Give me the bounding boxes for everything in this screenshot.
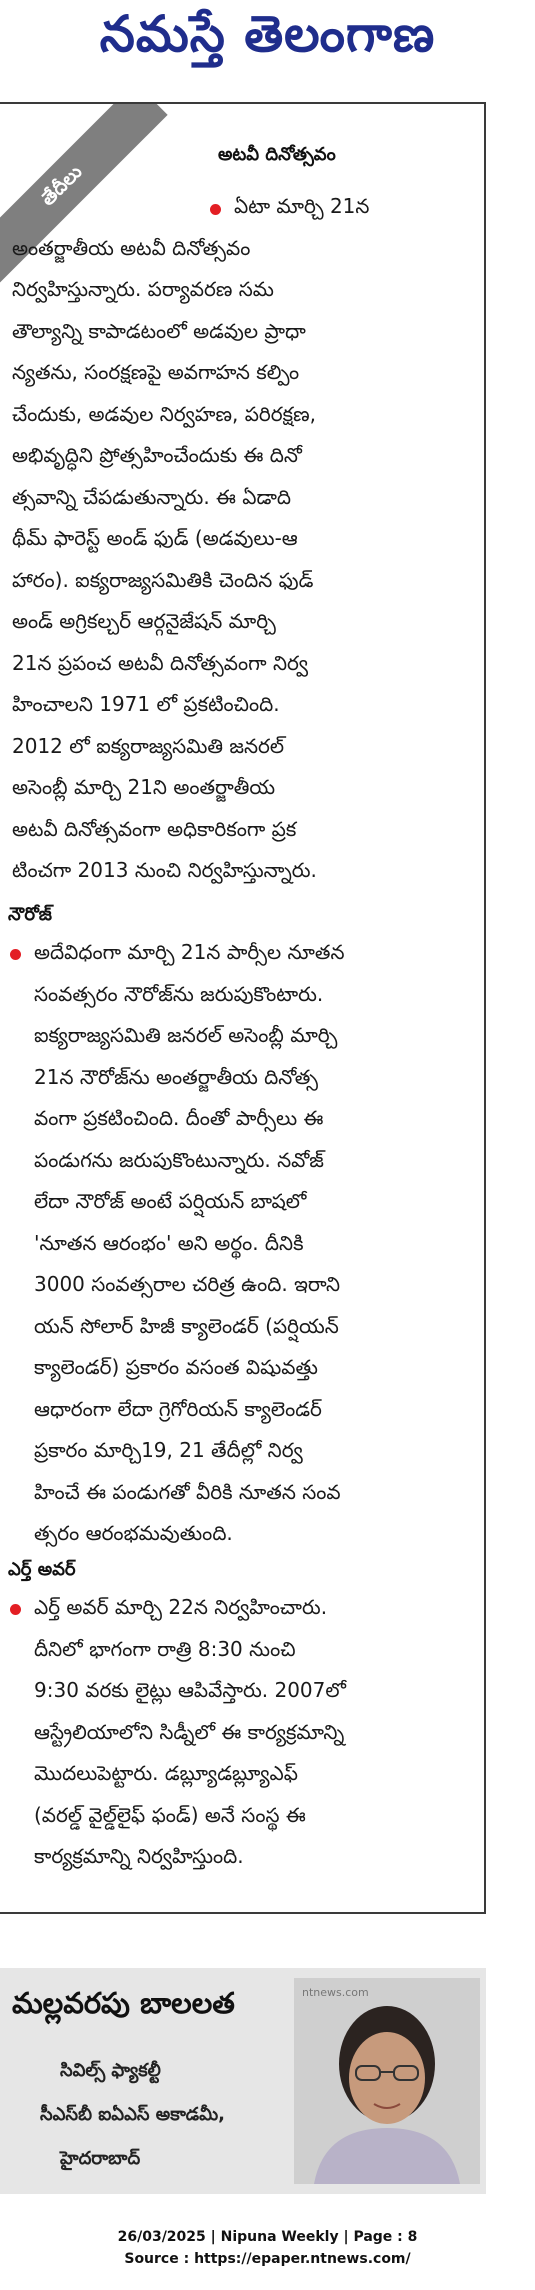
text-line: త్సరం ఆరంభమవుతుంది.: [34, 1521, 233, 1545]
author-box: [0, 1968, 486, 2194]
text-line: 3000 సంవత్సరాల చరిత్ర ఉంది. ఇరాని: [34, 1272, 341, 1296]
text-line: హారం). ఐక్యరాజ్యసమితికి చెందిన ఫుడ్: [12, 567, 314, 592]
text-line: ఆస్ట్రేలియాలోని సిడ్నీలో ఈ కార్యక్రమాన్ని: [34, 1719, 345, 1744]
text-line: అసెంబ్లీ మార్చి 21ని అంతర్జాతీయ: [12, 775, 276, 799]
author-name: మల్లవరపు బాలలత: [12, 1986, 235, 2020]
text-line: అండ్ అగ్రికల్చర్ ఆర్గనైజేషన్ మార్చి: [12, 609, 276, 633]
section-heading-nowruz: నౌరోజ్: [8, 904, 52, 925]
text-line: ఏటా మార్చి 21న: [234, 194, 370, 218]
section-heading-forest-day: అటవీ దినోత్సవం: [218, 144, 336, 165]
text-line: అదేవిధంగా మార్చి 21న పార్సీల నూతన: [34, 940, 345, 964]
text-line: ఐక్యరాజ్యసమితి జనరల్ అసెంబ్లీ మార్చి: [34, 1023, 338, 1047]
text-line: హించాలని 1971 లో ప్రకటించింది.: [12, 692, 280, 716]
text-line: వంగా ప్రకటించింది. దీంతో పార్సీలు ఈ: [34, 1106, 324, 1130]
photo-watermark: ntnews.com: [302, 1986, 369, 1999]
footer-source-link[interactable]: Source : https://epaper.ntnews.com/: [124, 2251, 411, 2267]
text-line: ప్రకారం మార్చి19, 21 తేదీల్లో నిర్వ: [34, 1438, 303, 1462]
section-text-nowruz: [34, 932, 478, 1555]
text-line: 9:30 వరకు లైట్లు ఆపివేస్తారు. 2007లో: [34, 1678, 346, 1702]
text-line: కార్యక్రమాన్ని నిర్వహిస్తుంది.: [34, 1844, 244, 1868]
text-line: ఆధారంగా లేదా గ్రెగోరియన్ క్యాలెండర్: [34, 1396, 322, 1421]
text-line: పండుగను జరుపుకొంటున్నారు. నవోజ్: [34, 1147, 324, 1172]
text-line: తౌల్యాన్ని కాపాడటంలో అడవుల ప్రాధా: [12, 318, 306, 343]
author-organization: సీఎస్‌బీ ఐఏఎస్ అకాడమీ,: [40, 2104, 226, 2125]
text-line: (వరల్డ్ వైల్డ్‌లైఫ్ ఫండ్) అనే సంస్థ ఈ: [34, 1802, 306, 1827]
text-line: అటవీ దినోత్సవంగా అధికారికంగా ప్రక: [12, 816, 297, 841]
footer-date-page: 26/03/2025 | Nipuna Weekly | Page : 8: [117, 2229, 418, 2245]
text-line: 2012 లో ఐక్యరాజ్యసమితి జనరల్: [12, 733, 285, 758]
author-location: హైదరాబాద్: [60, 2148, 141, 2169]
person-icon: [294, 1978, 480, 2184]
text-line: అంతర్జాతీయ అటవీ దినోత్సవం: [12, 235, 251, 260]
bullet-icon: [10, 949, 21, 960]
text-line: నిర్వహిస్తున్నారు. పర్యావరణ సమ: [12, 277, 274, 301]
section-heading-earth-hour: ఎర్త్ అవర్: [8, 1559, 76, 1580]
author-photo: [294, 1978, 480, 2184]
text-line: అభివృద్ధిని ప్రోత్సహించేందుకు ఈ దినో: [12, 443, 302, 467]
author-designation: సివిల్స్ ఫ్యాకల్టీ: [60, 2060, 161, 2081]
text-line: దీనిలో భాగంగా రాత్రి 8:30 నుంచి: [34, 1636, 296, 1661]
text-line: మొదలుపెట్టారు. డబ్ల్యూడబ్ల్యూఎఫ్: [34, 1761, 298, 1785]
text-line: థీమ్ ఫారెస్ట్ అండ్ ఫుడ్ (అడవులు-ఆ: [12, 526, 298, 550]
section-text-forest-day: [12, 186, 478, 892]
bullet-icon: [10, 1604, 21, 1615]
article-box: [0, 102, 486, 1914]
text-line: 'నూతన ఆరంభం' అని అర్థం. దీనికి: [34, 1230, 304, 1255]
text-line: లేదా నౌరోజ్ అంటే పర్షియన్ బాషలో: [34, 1189, 307, 1213]
text-line: టించగా 2013 నుంచి నిర్వహిస్తున్నారు.: [12, 858, 317, 882]
text-line: ఎర్త్ అవర్ మార్చి 22న నిర్వహించారు.: [34, 1595, 328, 1619]
text-line: హించే ఈ పండుగతో వీరికి నూతన సంవ: [34, 1479, 341, 1504]
text-line: సంవత్సరం నౌరోజ్‌ను జరుపుకొంటారు.: [34, 981, 324, 1006]
text-line: త్సవాన్ని చేపడుతున్నారు. ఈ ఏడాది: [12, 484, 292, 509]
text-line: క్యాలెండర్) ప్రకారం వసంత విషువత్తు: [34, 1355, 318, 1379]
text-line: యన్ సోలార్ హిజీ క్యాలెండర్ (పర్షియన్: [34, 1313, 339, 1338]
text-line: 21న ప్రపంచ అటవీ దినోత్సవంగా నిర్వ: [12, 650, 308, 675]
masthead: [0, 0, 535, 80]
text-line: న్యతను, సంరక్షణపై అవగాహన కల్పిం: [12, 360, 300, 384]
ribbon-label: తేదీలు: [36, 160, 87, 211]
text-line: 21న నౌరోజ్‌ను అంతర్జాతీయ దినోత్స: [34, 1064, 318, 1089]
section-text-earth-hour: [34, 1587, 478, 1878]
masthead-title: నమస్తే తెలంగాణ: [99, 4, 436, 63]
text-line: చేందుకు, అడవుల నిర్వహణ, పరిరక్షణ,: [12, 401, 316, 426]
